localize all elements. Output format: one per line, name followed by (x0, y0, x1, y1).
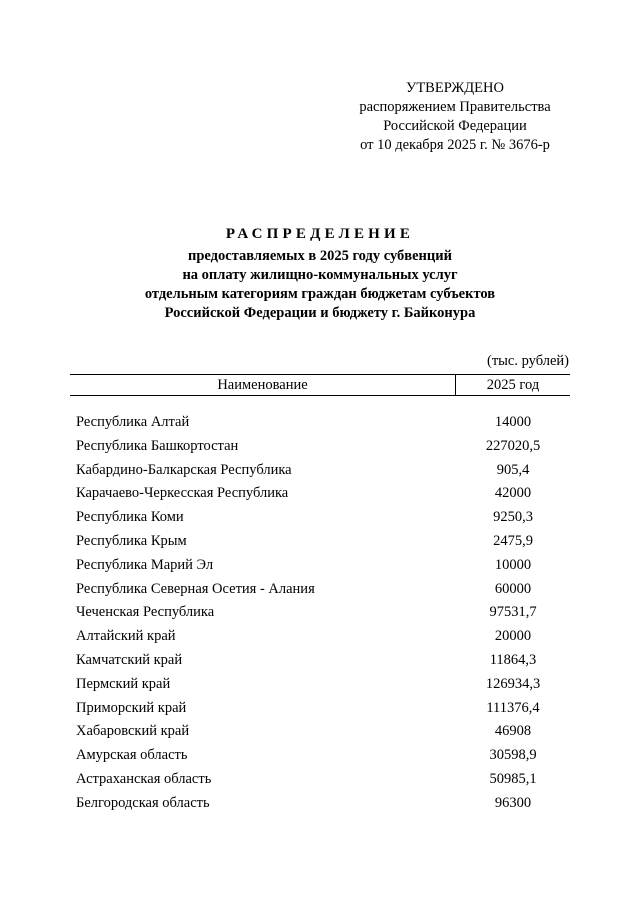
subvention-amount: 20000 (494, 628, 532, 645)
table-row (0, 674, 640, 698)
subtitle-line-2: на оплату жилищно-коммунальных услуг (182, 267, 458, 283)
subvention-amount: 2475,9 (493, 532, 533, 549)
region-name: Республика Марий Эл (76, 556, 214, 573)
subvention-amount: 905,4 (496, 461, 530, 478)
approval-block (340, 79, 570, 155)
region-name: Пермский край (76, 675, 171, 692)
table-row (0, 579, 640, 603)
table-header (70, 374, 570, 396)
subvention-amount: 96300 (494, 794, 532, 811)
subvention-amount: 60000 (494, 580, 532, 597)
region-name: Республика Северная Осетия - Алания (76, 580, 315, 597)
subvention-amount: 227020,5 (485, 437, 541, 454)
subvention-amount: 97531,7 (489, 604, 537, 621)
subvention-amount: 10000 (494, 556, 532, 573)
subvention-amount: 9250,3 (493, 509, 533, 526)
table-row (0, 483, 640, 507)
region-name: Амурская область (76, 747, 188, 764)
table-row (0, 412, 640, 436)
subvention-amount: 46908 (494, 723, 532, 740)
region-name: Белгородская область (76, 794, 210, 811)
subvention-amount: 50985,1 (489, 770, 537, 787)
table-row (0, 602, 640, 626)
subvention-amount: 111376,4 (486, 699, 540, 716)
table-row (0, 793, 640, 817)
document-subtitle (0, 247, 640, 323)
region-name: Республика Башкортостан (76, 437, 239, 454)
table-row (0, 460, 640, 484)
region-name: Республика Коми (76, 509, 184, 526)
approval-heading: УТВЕРЖДЕНО (406, 80, 504, 96)
table-row (0, 507, 640, 531)
region-name: Республика Крым (76, 532, 187, 549)
subvention-amount: 42000 (494, 485, 532, 502)
region-name: Карачаево-Черкесская Республика (76, 485, 289, 502)
table-row (0, 745, 640, 769)
region-name: Кабардино-Балкарская Республика (76, 461, 292, 478)
approval-line-1: распоряжением Правительства (359, 99, 551, 115)
region-name: Камчатский край (76, 651, 183, 668)
table-row (0, 769, 640, 793)
region-name: Республика Алтай (76, 414, 190, 430)
units-label: (тыс. рублей) (487, 353, 569, 369)
document-title: РАСПРЕДЕЛЕНИЕ (225, 226, 415, 242)
subvention-amount: 126934,3 (485, 675, 541, 692)
region-name: Приморский край (76, 699, 187, 716)
subtitle-line-1: предоставляемых в 2025 году субвенций (188, 248, 452, 264)
table-body (0, 412, 640, 817)
table-row (0, 531, 640, 555)
region-name: Хабаровский край (76, 723, 190, 740)
subtitle-line-3: отдельным категориям граждан бюджетам субъектов (144, 286, 496, 302)
table-row (0, 626, 640, 650)
subvention-amount: 11864,3 (489, 651, 537, 668)
table-row (0, 555, 640, 579)
region-name: Астраханская область (76, 770, 212, 787)
approval-line-3: от 10 декабря 2025 г. № 3676-р (360, 137, 550, 153)
approval-line-2: Российской Федерации (383, 118, 527, 134)
table-row (0, 721, 640, 745)
column-header-year: 2025 год (486, 377, 540, 393)
column-header-name: Наименование (70, 375, 456, 395)
subvention-amount: 14000 (494, 414, 532, 430)
table-row (0, 650, 640, 674)
table-row (0, 436, 640, 460)
subtitle-line-4: Российской Федерации и бюджету г. Байконура (164, 305, 476, 321)
table-row (0, 698, 640, 722)
region-name: Чеченская Республика (76, 604, 215, 621)
subvention-amount: 30598,9 (489, 747, 537, 764)
region-name: Алтайский край (76, 628, 176, 645)
